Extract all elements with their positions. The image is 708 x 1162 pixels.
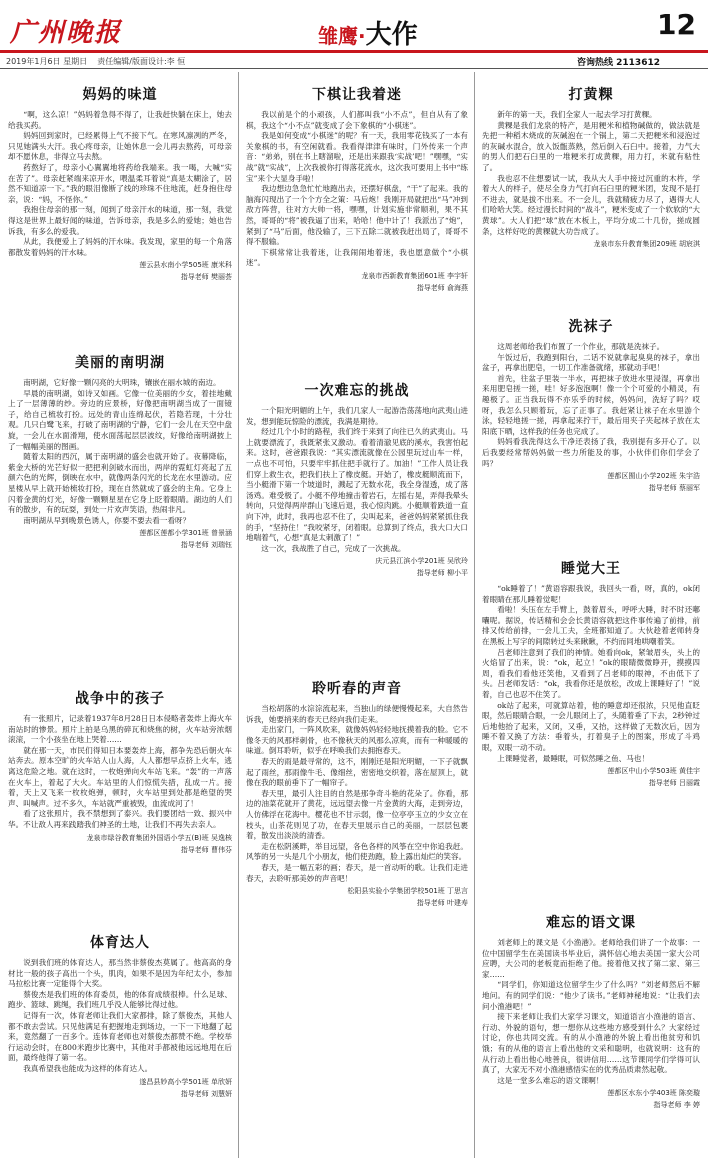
article-paragraph: “ok睡着了！”黄语容跟我说，我回头一看，呀，真的，ok闭着眼睛在那儿睡着觉呢！ — [482, 584, 700, 604]
article-paragraph: 新年的第一天，我们全家人一起去学习打黄粿。 — [497, 110, 657, 119]
article-paragraph: 当松胡落的水淙淙流起来，当独山的绿便慢慢起来，大自然告诉我，她要捎来的春天已经向我们走来。 — [246, 704, 468, 724]
author-byline: 莲都区莲都小学301班 曾景涵 — [139, 529, 232, 538]
article-paragraph: 看啦！头压在左手臂上，鼓着眉头，呼呼大睡，时不时还嘟囔呢。据说，传话精和会会长黄语容就把这件事传遍了前排，前排又传给前排，一会儿工夫，全班都知道了。大伙趁着老师转身在黑板上写字的间隙转过头来瞅瞅，不约而同地哄嘲着笑。 — [482, 605, 700, 646]
article-paragraph: 有一张照片，记录着1937年8月28日日本侵略者轰炸上海火车南站时的惨景。照片上拍是乌黑的碎瓦和烧焦的树，火车站旁浓烟滚滚，一个小孩坐在地上哭着…… — [8, 714, 232, 745]
article-paragraph: 这一次，我战胜了自己，完成了一次挑战。 — [261, 543, 406, 553]
article-paragraph: 春天里，最引人注目的自然是那争奇斗艳的花朵了。你看，那边的油菜花就开了黄花，远远望去像一片金黄的大海，走到旁边，人仿佛浮在花海中。樱花也不甘示弱，像一位亭亭玉立的少女立在枝头，山茶花则见了功，在春天里展示自己的美丽，一层层包裹着，散发出淡淡的清香。 — [246, 788, 468, 841]
article-title: 妈妈的味道 — [82, 87, 158, 103]
article-paragraph: 黄粿是我们龙泉的特产，是用粳米和植物碱做的，做法就是先把一种稻木烧成的灰碱泡在一个锅上，第二天把粳米和浸泡过的灰碱水混合，放入饭甑蒸熟，然后倒入石臼中。接着，力气大的男人们把石臼里的一堆粳米打成黄粿，用力打，米就有粘性了。 — [482, 120, 700, 172]
article-title: 体育达人 — [90, 935, 150, 951]
newspaper-logo: 广州晚报 — [10, 18, 123, 48]
article-paragraph: 春天的雨是最寻常的，这不，刚刚还是阳光明媚，一下子就飘起了雨丝，那雨像牛毛、像细丝，密密地交织着，落在屋顶上，就像在我的眼前垂下了一幅帘子。 — [246, 756, 468, 788]
article-paragraph: 接下来老师让我们大家学习课文，知道语言小渔港的语言、行动、外貌的语句，想一想你从这些地方感受到什么？大家经过讨论，你也共同交流。有的从小渔港的外貌上看出他贫穷和饥饿；有的从他的语言上看出他的文采和聪明，也就说明：这有的从行动上看出他心地善良，很讲信用……这节课同学们学得可认真了，大家无不对小渔港感悟实在的优秀品质肃然起敬。 — [482, 1012, 700, 1075]
article-mothers-taste — [8, 84, 232, 346]
column-divider — [238, 72, 239, 1158]
author-byline: 莲都区水东小学403班 陈奕璇 — [607, 1089, 700, 1098]
article-chinese-class — [482, 912, 700, 1158]
author-byline: 遂昌县妙高小学501班 单欣妍 — [139, 1077, 232, 1086]
article-washing-socks — [482, 316, 700, 552]
dateline — [6, 56, 185, 67]
article-paragraph: 就在那一天，市民们得知日本要轰炸上海，都争先恐后朝火车站奔去。原本空旷的火车站人山人海，人人都想早点挤上火车，逃离这危险之地。就在这时，一枚炮弹向火车站飞来。“轰”的一声落在火车上，着起了大火。车站里的人们惊慌失措，乱成一片。接着，天上又飞来一枚枚炮弹，顿时，火车站里到处都是绝望的哭声、叫喊声。过不多久，车站就严重被毁，血流成河了！ — [8, 745, 232, 808]
advisor-byline: 指导老师 蔡丽军 — [648, 484, 700, 493]
article-paragraph: 早晨的南明湖，如诗又如画。它像一位美丽的少女，着挂地戴上了一层薄薄的纱。旁边的应景桥，好像把南明湖当成了一面镜子，给自己梳妆打扮。远处的青山连绵起伏，若隐若现，十分壮观。几只白鹭飞来，打破了南明湖的宁静，它们一会儿在天空中盘旋，一会儿在水面滑翔，使水面荡起层层波纹，好像给南明湖披上了一幅幅美丽的图画。 — [8, 388, 232, 451]
advisor-byline: 指导老师 刘慧妍 — [180, 1089, 232, 1098]
hotline: 咨询热线 2113612 — [577, 58, 660, 68]
article-paragraph: 看了这张照片，我不禁想到了泰兴。我们要团结一致、振兴中华。不让敌人再来践踏我们神圣的土地，让我们不再失去亲人。 — [8, 809, 232, 829]
author-byline: 莲都区囿山小学202班 朱宇浩 — [607, 472, 700, 481]
article-title: 美丽的南明湖 — [75, 355, 165, 371]
article-paragraph: 这周老师给我们布置了一个作业，那就是洗袜子。 — [497, 342, 665, 351]
article-paragraph: 南明湖从早到晚景色诱人，你要不要去看一看呀？ — [23, 515, 191, 525]
section-prefix: 雏鹰 — [318, 24, 358, 48]
article-title: 一次难忘的挑战 — [304, 383, 410, 399]
article-title: 洗袜子 — [568, 319, 614, 335]
page-number: 12 — [657, 8, 696, 41]
advisor-byline: 指导老师 樊丽荟 — [180, 273, 232, 282]
advisor-byline: 指导老师 吕丽霞 — [648, 779, 700, 788]
header-rule — [0, 50, 708, 53]
article-paragraph: 我真希望我也能成为这样的体育达人。 — [23, 1063, 153, 1073]
article-paragraph: 从此，我便爱上了妈妈的汗水味。我发现，家里的每一个角落都散发着妈妈的汗水味。 — [8, 237, 232, 257]
article-sports-star — [8, 932, 232, 1158]
article-challenge — [246, 380, 468, 672]
article-paragraph: 我以前是个的小顽孩，人们都叫我“小不点”，但自从有了象棋，我这个“小不点”就变成了会下象棋的“小棋迷”。 — [246, 110, 468, 130]
author-byline: 莲云县水南小学505班 康米科 — [139, 261, 232, 270]
advisor-byline: 指导老师 柳小平 — [416, 569, 468, 578]
article-paragraph: 午饭过后，我跑到阳台，二话不说就拿起臭臭的袜子，拿出盆子，再拿出肥皂，一切工作准备就绪，那就动手吧！ — [482, 352, 700, 373]
article-paragraph: 记得有一次，体育老师让我们大家都排，除了蔡俊杰，其他人都不敢去尝试。只见他满足有把握地走到场边，一下一下地翻了起来，竟然翻了一百多个。连体育老师也对蔡俊杰都赞不绝。学校举行运动会时，在800米跑步比赛中，其他对手都被他远远地甩在后面，最终他得了第一名。 — [8, 1010, 232, 1063]
article-paragraph: 上课睡觉者，最睡眠，可似然睡之鱼、马也！ — [497, 753, 650, 763]
article-paragraph: 走在松阴溪畔，举目远望，各色各样的风筝在空中你追我赶。风筝的另一头是几个小朋友，他们使劲跑，脸上露出灿烂的笑容。 — [246, 841, 468, 862]
article-paragraph: 首先，往盆子里装一半水，再把袜子放进水里浸湿，再拿出来用肥皂搓一搓，哇！好多泡泡啊！像一个个可爱的小精灵，有趣极了。正当我玩得不亦乐乎的时候，妈妈问，洗好了吗？哎呀，我怎么只顾着玩，忘了正事了。我赶紧让袜子在水里游个泳，轻轻地搓一搓，再拿起来拧干，最后用夹子夹起袜子放在太阳底下晒，这样我的任务也完成了。 — [482, 373, 700, 436]
author-byline: 庆元县江滨小学201班 吴欣玲 — [375, 557, 468, 566]
article-paragraph: 我是如何变成“小棋迷”的呢？有一天，我用零花钱买了一本有关象棋的书，有空闲就看。我看得津津有味时，门外传来一个声音：“弟弟，别在书上瞎溜啦，还是出来跟我‘实战’吧！”嘿嘿，“实战”就“实战”，上次我被你打得落花流水，这次我可要用上书中“练宝”来个大显身手啦！ — [246, 131, 468, 183]
article-title: 难忘的语文课 — [546, 915, 636, 931]
advisor-byline: 指导老师 曹伟芬 — [180, 845, 232, 854]
advisor-byline: 指导老师 俞海燕 — [416, 283, 468, 292]
advisor-byline: 指导老师 李 婷 — [653, 1101, 700, 1110]
article-paragraph: 妈妈回到家时，已经累得上气不接下气。在寒风凛冽的严冬，只见她满头大汗。我心疼母亲，让她休息一会儿再去熬药，可母亲却不愿休息，非得立马去熬。 — [8, 131, 232, 162]
article-child-in-war — [8, 688, 232, 924]
article-nanming-lake — [8, 352, 232, 682]
author-byline: 龙泉市东升教育集团209班 胡宸淇 — [593, 240, 700, 249]
article-paragraph: 我边想边急急忙忙地跑出去，还摆好棋盘，“干”了起来。我的脑海闪现出了一个个方全之策：马后炮！我刚开局就把出“马”冲到敌方阵营，往对方大帅一将，嘿嘿，计划实施非常顺利，果不其然，哥哥的“将”被我逼了出来，哈哈！他中计了！我派出了“炮”，紧到了“马”后面，他没输了，三下五除二就被我赶出局了，哥哥不得不服输。 — [246, 184, 468, 247]
author-byline: 莲都区中山小学503班 黄佳宇 — [607, 767, 700, 776]
article-paragraph: 春天，是一幅五彩的画；春天，是一首动听的歌。让我们走进春天，去聆听那美妙的声音吧！ — [246, 862, 468, 883]
advisor-byline: 指导老师 刘瑞钰 — [180, 541, 232, 550]
article-title: 下棋让我着迷 — [312, 87, 402, 103]
masthead — [0, 0, 708, 70]
article-paragraph: 蔡俊杰是我们班的体育委员，他的体育成绩很棒。什么足球、跑步、篮球、跳绳，我们班几乎没人能够比得过他。 — [8, 989, 232, 1010]
article-title: 聆听春的声音 — [312, 681, 402, 697]
article-paragraph: “啊，这么凉！”妈妈着急得不得了，让我赶快躺在床上，她去给我买药。 — [8, 110, 232, 130]
article-paragraph: 药熬好了，母亲小心翼翼地将药给我端来。我一喝，大喊“实在苦了”。母亲赶紧端来凉开水，喂温柔耳着说“真是太糊涂了，居然不知道凉一下。”我的眼泪像断了线的珍珠不住地流，赶身抱住母亲，说：“妈，不怪你。” — [8, 162, 232, 204]
author-byline: 龙泉市绿谷教育集团外国语小学五(B)班 吴逸核 — [86, 833, 232, 842]
article-paragraph: 说到我们班的体育达人，那当然非蔡俊杰莫属了。他高高的身材比一般的孩子高出一个头，肌肉，如果不是因为年纪太小，参加马拉松比赛一定能得个大奖。 — [8, 958, 232, 989]
article-paragraph: 下棋常常让我着迷，让我闹闹地着迷，我也愿意做个“小棋迷”。 — [246, 247, 468, 268]
article-paragraph: 走出家门，一阵风吹来，就像妈妈轻轻地抚摸着我的脸。它不像冬天的风那样刺骨，也不像秋天的风那么凉爽，而有一种暖暖的味道。倒耳聆听，似乎在呼唤我们去拥抱春天。 — [246, 725, 468, 756]
advisor-byline: 指导老师 叶建寿 — [416, 899, 468, 908]
article-paragraph: 随着太阳的西沉，属于南明湖的盛会也就开始了。夜幕降临，紫金大桥的光芒好似一把把利剑破水而出，两岸的霓虹灯亮起了五颜六色的光辉，倒映在水中，就像两条闪光的长龙在水里游动。应星楼从早上就开始梳妆打扮，现在自然就成了盛会的主角。它身上闪着金黄的灯光，好像一颗颗星星在它身上眨着眼睛。湖边的人们有的散步，有的玩耍，到处一片欢声笑语，热闹非凡。 — [8, 452, 232, 515]
author-byline: 龙泉市西新教育集团601班 李宇轩 — [361, 271, 468, 280]
article-huang-guo — [482, 84, 700, 310]
article-title: 战争中的孩子 — [75, 691, 165, 707]
article-chess — [246, 84, 468, 376]
editor-credits: 责任编辑/版面设计:李 恒 — [97, 57, 186, 66]
author-byline: 松阳县实验小学集团学校501班 丁思言 — [347, 887, 468, 896]
article-paragraph: “同学们，你知道这位留学生少了什么吗？”刘老师然后不解地问。有的同学们说：“他少了读书。”老师神秘地说：“让我们去问小渔港吧！” — [482, 980, 700, 1011]
article-title: 打黄粿 — [568, 87, 614, 103]
column-divider — [474, 72, 475, 1158]
article-paragraph: 经过几个小时的路程，我们终于来到了向往已久的武夷山。马上就要漂流了，我既紧张又激动。看着清澈见底的溪水，我害怕起来。这时，爸爸跟我说：“其实漂流就像在公园里玩过山车一样，一点也不可怕，只要牢牢抓住把手就行了。加油！”工作人员让我们穿上救生衣，把我们扶上了橡皮艇。开始了，橡皮艇顺流而下，当小艇滑下第一个坡道时，溅起了无数水花，我全身湿透，成了落汤鸡。难受极了。小艇不停地撞击着岩石，左摇右晃，弄得我晕头转向，只觉得两岸群山飞速后退，我心惊肉跳。小艇顺着跌道一直向下冲，此时，我再也忍不住了，尖叫起来，爸爸妈妈紧紧抓住我的手，“坚持住！”我咬紧牙，闭着眼。总算到了终点，我大口大口地喘着气，心想“真是太刺激了！” — [246, 427, 468, 543]
article-paragraph: 这是一堂多么难忘的语文课啊！ — [497, 1075, 604, 1085]
article-paragraph: 一个阳光明媚的上午，我们几家人一起游浩荡荡地向武夷山进发，想到能玩惊险的漂流，我满是期待。 — [246, 406, 468, 426]
article-spring-sounds — [246, 678, 468, 980]
article-title: 睡觉大王 — [561, 561, 621, 577]
article-paragraph: 妈妈看我洗得这么干净还表扬了我，我别提有多开心了。以后我要经常帮妈妈做一些力所能及的事，小伙伴们你们学会了吗？ — [482, 437, 700, 468]
header-thin-rule — [0, 68, 708, 69]
section-title — [318, 14, 418, 51]
article-paragraph: 刘老师上的课文是《小渔港》。老师给我们讲了一个故事：一位中国留学生在美国读书毕业后，满怀信心地去美国一家大公司应聘，大公司的老板竟而拒绝了他。接着他又找了第二家、第三家…… — [482, 938, 700, 979]
issue-date: 2019年1月6日 星期日 — [6, 57, 88, 66]
article-paragraph: 吕老师注意到了我们的神情。她看向ok，紧皱眉头，头上的火焰冒了出来，说：“ok，起立！”ok的眼睛微微睁开，摸摸四周，看我们看他还笑他，又看到了吕老师的眼神，不由低下了头。吕老师发话：“ok，我看你还是放松，改成上课睡好了！”说着，自己也忍不住笑了。 — [482, 647, 700, 699]
section-main: 大作 — [365, 20, 418, 50]
article-sleep-king — [482, 558, 700, 908]
article-paragraph: ok站了起来，可就算站着，他的睡意却还很浓，只见他直眨眼，然后眼睛合眼，一会儿眼闭上了，头随着垂了下去，2秒钟过后地他抬了起来，又闭，又垂，又抬，这样做了无数次后，因为睡不着又换了方法：垂着头，打着臭子上的图案，形成了斗鸡眼，双眼一动不动。 — [482, 700, 700, 752]
section-dot: · — [358, 24, 366, 48]
article-paragraph: 南明湖，它好像一颗闪亮的大明珠，镶嵌在丽水城的南边。 — [23, 378, 221, 387]
article-paragraph: 我抱住母亲的那一刻，闻到了母亲汗水的味道，那一刻，我觉得这是世界上最好闻的味道，告诉母亲，我是多么的爱她；她也告诉我，有多么的爱我。 — [8, 205, 232, 236]
article-paragraph: 我也忍不住想要试一试，我从大人手中接过沉重的木杵，学着大人的样子，使尽全身力气打向石臼里的粳米团，发现不是打不进去，就是拔不出来。不一会儿，我就精疲力尽了，遇得大人们哈哈大笑。经过漫长时间的“战斗”，粳米变成了一个软软的“大黄球”。大人们把“球”放在木板上，平均分成二十几份，搓成圆条，这样好吃的黄粿就大功告成了。 — [482, 173, 700, 236]
